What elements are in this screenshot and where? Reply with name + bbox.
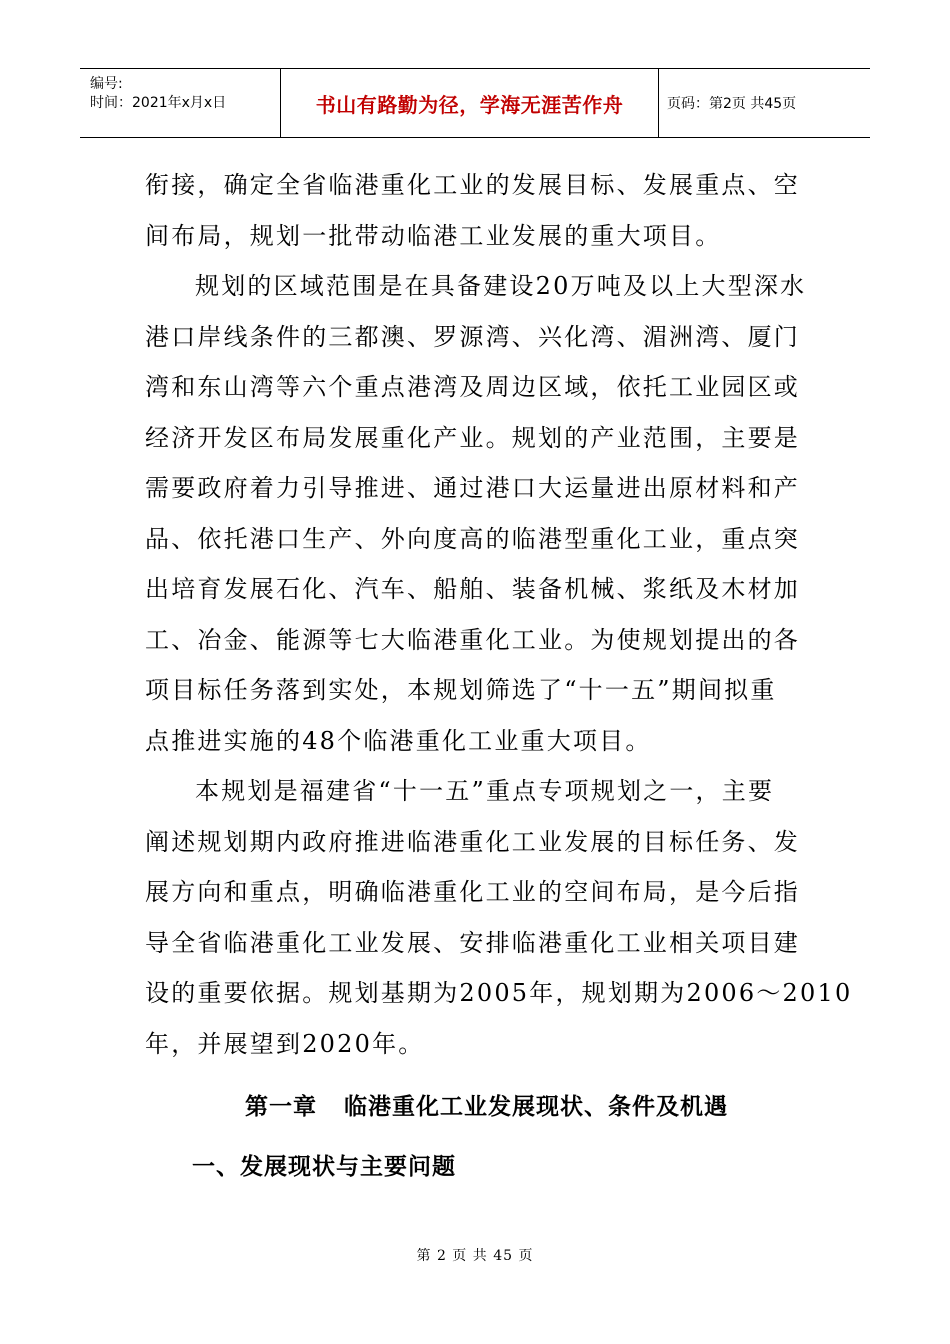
text-line: 规划的区域范围是在具备建设20万吨及以上大型深水 [195,272,807,300]
header-meta-cell [80,69,281,137]
time-label: 时间：2021年x月x日 [90,95,227,111]
text-line: 工、冶金、能源等七大临港重化工业。为使规划提出的各 [145,625,800,654]
header-motto: 书山有路勤为径，学海无涯苦作舟 [315,92,624,117]
text-line: 需要政府着力引导推进、通过港口大运量进出原材料和产 [145,474,800,502]
text-line: 出培育发展石化、汽车、船舶、装备机械、浆纸及木材加 [145,575,800,603]
page-footer: 第 2 页 共 45 页 [416,1248,534,1264]
text-line: 衔接，确定全省临港重化工业的发展目标、发展重点、空 [145,171,800,199]
text-line: 本规划是福建省“十一五”重点专项规划之一，主要 [195,777,775,805]
section-title: 一、发展现状与主要问题 [192,1154,456,1180]
header-page-info: 页码：第2页 共45页 [667,96,797,112]
text-line: 项目标任务落到实处，本规划筛选了“十一五”期间拟重 [145,676,777,704]
number-label: 编号: [90,76,123,92]
text-line: 展方向和重点，明确临港重化工业的空间布局，是今后指 [145,878,800,906]
text-line: 间布局，规划一批带动临港工业发展的重大项目。 [145,221,722,250]
text-line: 港口岸线条件的三都澳、罗源湾、兴化湾、湄洲湾、厦门 [145,322,800,351]
text-line: 点推进实施的48个临港重化工业重大项目。 [145,726,652,755]
chapter-title: 第一章 临港重化工业发展现状、条件及机遇 [245,1094,729,1120]
text-line: 阐述规划期内政府推进临港重化工业发展的目标任务、发 [145,827,800,856]
text-line: 湾和东山湾等六个重点港湾及周边区域，依托工业园区或 [145,373,800,401]
text-line: 导全省临港重化工业发展、安排临港重化工业相关项目建 [145,928,800,957]
text-line: 年，并展望到2020年。 [145,1029,425,1058]
text-line: 设的重要依据。规划基期为2005年，规划期为2006～2010 [145,979,853,1007]
body-text [145,160,853,1069]
text-line: 经济开发区布局发展重化产业。规划的产业范围，主要是 [145,423,800,452]
text-line: 品、依托港口生产、外向度高的临港型重化工业，重点突 [145,524,800,553]
document-header [80,68,870,138]
header-page-cell [658,69,871,137]
